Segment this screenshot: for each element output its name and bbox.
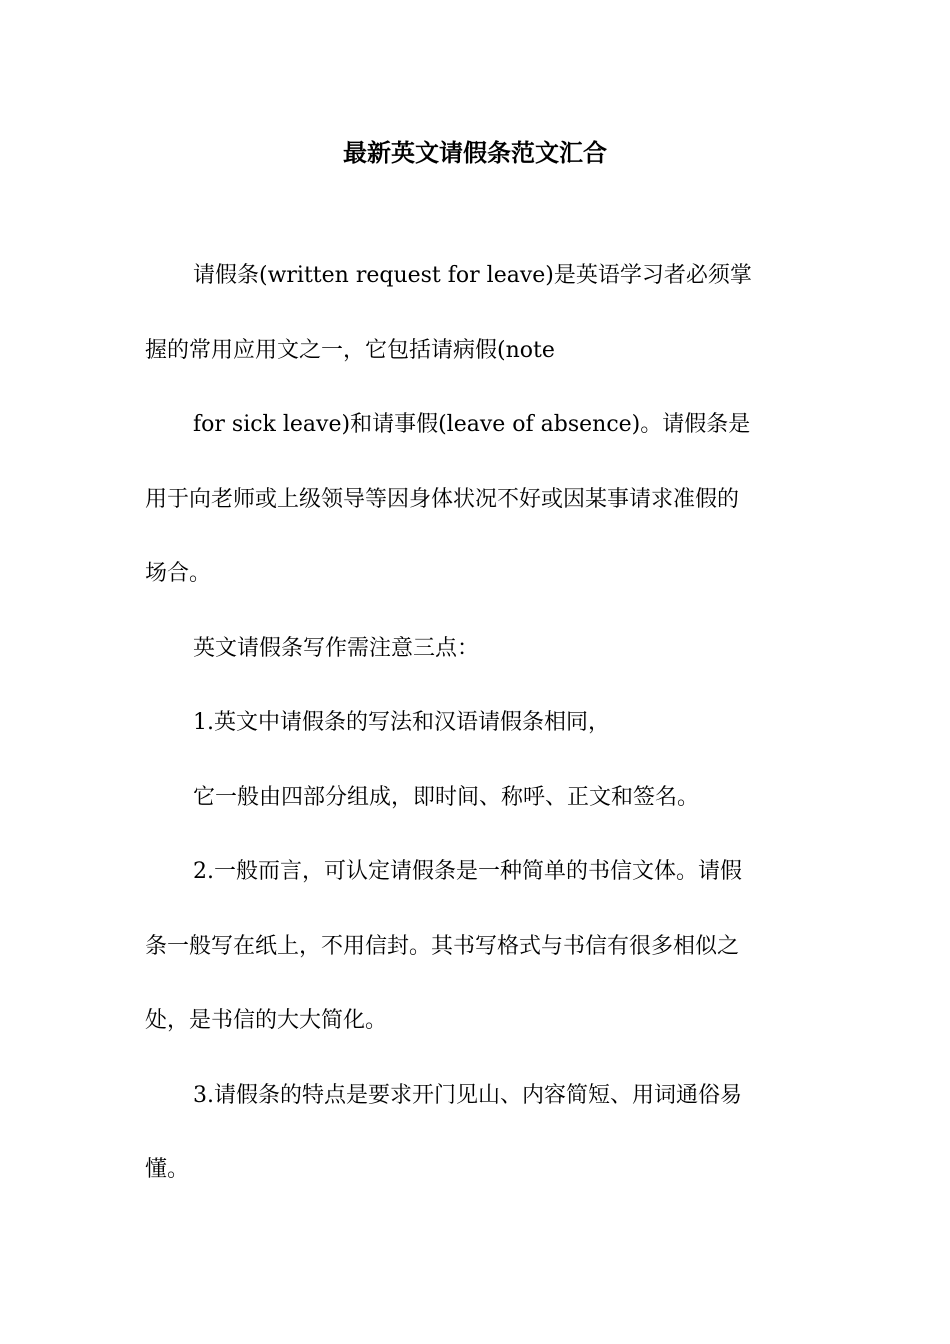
body-line: 场合。 [145, 561, 212, 586]
body-line: 请假条(written request for leave)是英语学习者必须掌 [193, 263, 752, 288]
body-line: 处，是书信的大大简化。 [145, 1008, 388, 1033]
body-line: 英文请假条写作需注意三点： [193, 635, 480, 661]
document-body [145, 254, 810, 1223]
body-line: 用于向老师或上级领导等因身体状况不好或因某事请求准假的 [145, 486, 740, 512]
body-line: 条一般写在纸上，不用信封。其书写格式与书信有很多相似之 [145, 933, 740, 959]
body-line: for sick leave)和请事假(leave of absence)。请假条是 [193, 412, 751, 437]
body-line: 1.英文中请假条的写法和汉语请假条相同， [193, 710, 610, 735]
body-line: 它一般由四部分组成，即时间、称呼、正文和签名。 [193, 784, 700, 810]
body-line: 2.一般而言，可认定请假条是一种简单的书信文体。请假 [193, 859, 742, 884]
document-title: 最新英文请假条范文汇合 [343, 138, 607, 167]
body-line: 握的常用应用文之一，它包括请病假(note [145, 337, 555, 363]
body-line: 懂。 [145, 1157, 190, 1182]
body-line: 3.请假条的特点是要求开门见山、内容简短、用词通俗易 [193, 1082, 742, 1108]
